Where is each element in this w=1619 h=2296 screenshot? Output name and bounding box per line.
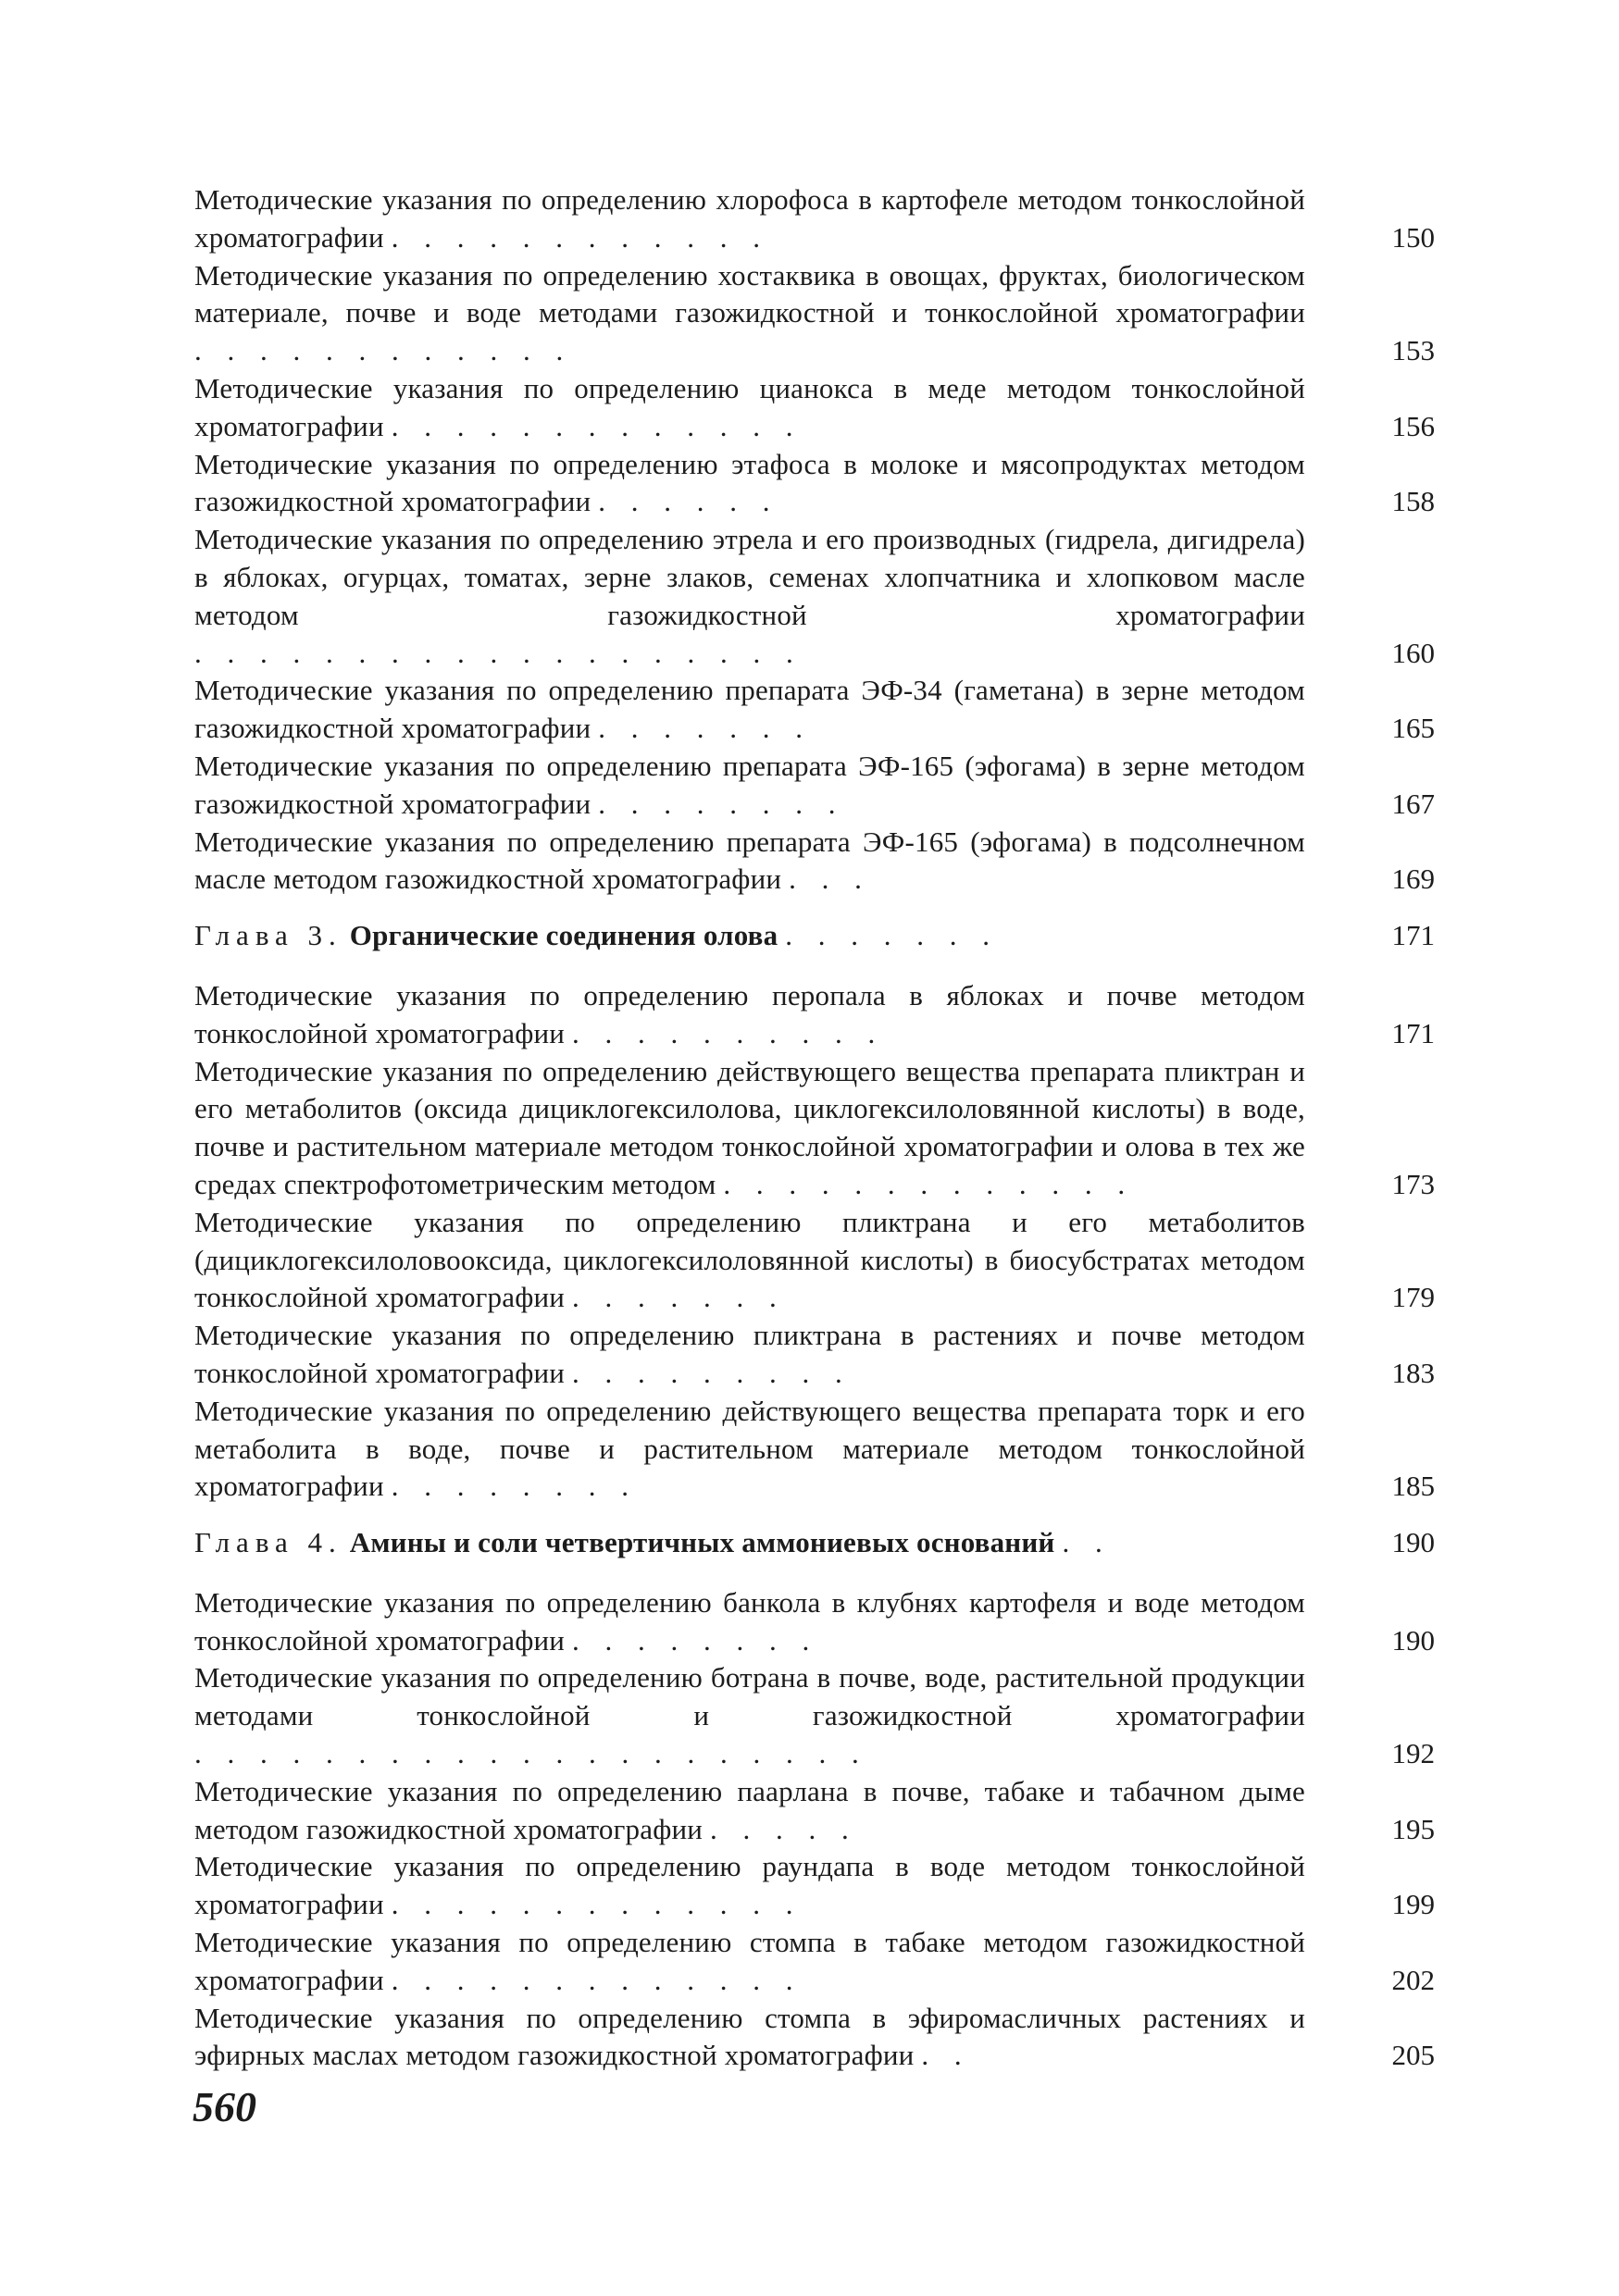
entry-title (194, 917, 1305, 955)
leader-dots: . . . . . . . . . . . . . (723, 1167, 1135, 1200)
leader-dots: . . . . . . . . . . . . . . . . . . . (194, 636, 803, 669)
entry-page-number: 183 (1391, 1356, 1435, 1389)
entry-page-number: 169 (1391, 863, 1435, 896)
leader-dots: . . . . . . . (598, 712, 812, 745)
leader-dots: . . . . . (710, 1812, 858, 1845)
toc-entry (194, 446, 1435, 522)
toc-entry (194, 1848, 1435, 1924)
entry-title-text: Методические указания по определению действующего вещества препарата торк и его метаболита в воде, почве и растительном материале методом тонкослойной хроматографии (194, 1394, 1305, 1503)
toc-entry (194, 1204, 1435, 1317)
entry-page-number: 153 (1391, 334, 1435, 367)
leader-dots: . . . . . . . . . (572, 1356, 852, 1389)
entry-title-text: Методические указания по определению этрела и его производных (гидрела, дигидрела) в яблоках, огурцах, томатах, зерне злаков, семенах хлопчатника и хлопковом масле методом газожидкостной хроматографии (194, 523, 1305, 631)
entry-title-text: Органические соединения олова (349, 919, 778, 952)
leader-dots: . . . . . . . . . . . . (391, 220, 769, 254)
entry-page-number: 185 (1391, 1470, 1435, 1503)
toc-entry (194, 1659, 1435, 1772)
entry-title-text: Методические указания по определению пликтрана в растениях и почве методом тонкослойной хроматографии (194, 1319, 1305, 1389)
toc-entry (194, 257, 1435, 370)
entry-page-number: 179 (1391, 1281, 1435, 1314)
entry-title (194, 370, 1305, 446)
entry-title (194, 1924, 1305, 2000)
entry-title (194, 1393, 1305, 1506)
chapter-label: Глава 3. (194, 919, 342, 952)
entry-page-number: 195 (1391, 1812, 1435, 1845)
entry-title (194, 521, 1305, 672)
entry-title (194, 1773, 1305, 1849)
entry-title-text: Методические указания по определению перопала в яблоках и почве методом тонкослойной хроматографии (194, 978, 1305, 1049)
entry-page-number: 165 (1391, 712, 1435, 745)
entry-title-text: Методические указания по определению пликтрана и его метаболитов (дициклогексилоловооксида, циклогексилоловянной кислоты) в биосубстратах методом тонкослойной хроматографии (194, 1205, 1305, 1314)
entry-title (194, 446, 1305, 522)
entry-title-text: Методические указания по определению раундапа в воде методом тонкослойной хроматографии (194, 1850, 1305, 1921)
entry-title (194, 1317, 1305, 1393)
toc-entry (194, 181, 1435, 257)
chapter-heading (194, 917, 1435, 955)
toc-entry (194, 977, 1435, 1053)
entry-title (194, 181, 1305, 257)
entry-title-text: Амины и соли четвертичных аммониевых оснований (349, 1526, 1055, 1559)
entry-page-number: 167 (1391, 787, 1435, 820)
entry-page-number: 202 (1391, 1963, 1435, 1996)
toc-entry (194, 672, 1435, 748)
toc-entry (194, 521, 1435, 672)
leader-dots: . . . . . . . (572, 1281, 786, 1314)
leader-dots: . . (1062, 1526, 1112, 1559)
leader-dots: . . . . . . . (785, 919, 1000, 952)
leader-dots: . . (921, 2039, 971, 2072)
entry-title (194, 824, 1305, 900)
entry-title (194, 1524, 1305, 1562)
leader-dots: . . . . . . . . (391, 1470, 638, 1503)
entry-title-text: Методические указания по определению стомпа в табаке методом газожидкостной хроматографии (194, 1926, 1305, 1996)
leader-dots: . . . . . . . . . . . . . (391, 1963, 803, 1996)
entry-title (194, 748, 1305, 824)
entry-page-number: 171 (1391, 919, 1435, 952)
toc-entry (194, 748, 1435, 824)
entry-title (194, 1204, 1305, 1317)
entry-page-number: 171 (1391, 1016, 1435, 1049)
entry-page-number: 150 (1391, 220, 1435, 254)
entry-page-number: 156 (1391, 409, 1435, 442)
leader-dots: . . . . . . . . . . (572, 1016, 885, 1049)
entry-title (194, 977, 1305, 1053)
entry-title-text: Методические указания по определению паарлана в почве, табаке и табачном дыме методом газожидкостной хроматографии (194, 1774, 1305, 1845)
entry-title-text: Методические указания по определению этафоса в молоке и мясопродуктах методом газожидкостной хроматографии (194, 447, 1305, 518)
entry-title-text: Методические указания по определению действующего вещества препарата пликтран и его метаболитов (оксида дициклогексилолова, циклогексилоловянной кислоты) в воде, почве и растительном материале методом тонкослойной хроматографии и олова в тех же средах спектрофотометрическим методом (194, 1054, 1305, 1200)
leader-dots: . . . . . . . . (598, 787, 845, 820)
entry-page-number: 173 (1391, 1167, 1435, 1200)
entry-title (194, 2000, 1305, 2076)
entry-page-number: 160 (1391, 636, 1435, 669)
leader-dots: . . . . . . . . . . . . . (391, 409, 803, 442)
entry-title (194, 1659, 1305, 1772)
chapter-label: Глава 4. (194, 1526, 342, 1559)
entry-page-number: 192 (1391, 1737, 1435, 1770)
entry-title-text: Методические указания по определению препарата ЭФ-165 (эфогама) в зерне методом газожидкостной хроматографии (194, 749, 1305, 820)
entry-title-text: Методические указания по определению стомпа в эфиромасличных растениях и эфирных маслах методом газожидкостной хроматографии (194, 2001, 1305, 2072)
toc-entry (194, 370, 1435, 446)
toc-entry (194, 824, 1435, 900)
entry-title (194, 672, 1305, 748)
leader-dots: . . . . . . . . . . . . (194, 334, 573, 367)
leader-dots: . . . (789, 863, 871, 896)
entry-title (194, 257, 1305, 370)
entry-title (194, 1848, 1305, 1924)
toc-entry (194, 1584, 1435, 1660)
leader-dots: . . . . . . . . (572, 1623, 819, 1657)
entry-title-text: Методические указания по определению препарата ЭФ-165 (эфогама) в подсолнечном масле методом газожидкостной хроматографии (194, 825, 1305, 896)
toc-entry (194, 1317, 1435, 1393)
toc-entry (194, 1924, 1435, 2000)
page-number-footer: 560 (193, 2083, 256, 2130)
entry-page-number: 199 (1391, 1888, 1435, 1921)
table-of-contents (194, 181, 1435, 2075)
entry-title-text: Методические указания по определению цианокса в меде методом тонкослойной хроматографии (194, 371, 1305, 442)
entry-page-number: 205 (1391, 2039, 1435, 2072)
entry-title (194, 1053, 1305, 1204)
toc-entry (194, 1393, 1435, 1506)
entry-page-number: 158 (1391, 485, 1435, 518)
leader-dots: . . . . . . . . . . . . . (391, 1888, 803, 1921)
entry-title (194, 1584, 1305, 1660)
entry-title-text: Методические указания по определению хостаквика в овощах, фруктах, биологическом материале, почве и воде методами газожидкостной и тонкослойной хроматографии (194, 258, 1305, 329)
toc-entry (194, 2000, 1435, 2076)
entry-title-text: Методические указания по определению препарата ЭФ-34 (гаметана) в зерне методом газожидкостной хроматографии (194, 674, 1305, 745)
entry-page-number: 190 (1391, 1623, 1435, 1657)
toc-entry (194, 1053, 1435, 1204)
toc-entry (194, 1773, 1435, 1849)
chapter-heading (194, 1524, 1435, 1562)
entry-title-text: Методические указания по определению хлорофоса в картофеле методом тонкослойной хроматографии (194, 183, 1305, 254)
entry-page-number: 190 (1391, 1526, 1435, 1559)
leader-dots: . . . . . . . . . . . . . . . . . . . . . (194, 1737, 868, 1770)
leader-dots: . . . . . . (598, 485, 779, 518)
entry-title-text: Методические указания по определению банкола в клубнях картофеля и воде методом тонкослойной хроматографии (194, 1585, 1305, 1657)
entry-title-text: Методические указания по определению ботрана в почве, воде, растительной продукции методами тонкослойной и газожидкостной хроматографии (194, 1661, 1305, 1732)
